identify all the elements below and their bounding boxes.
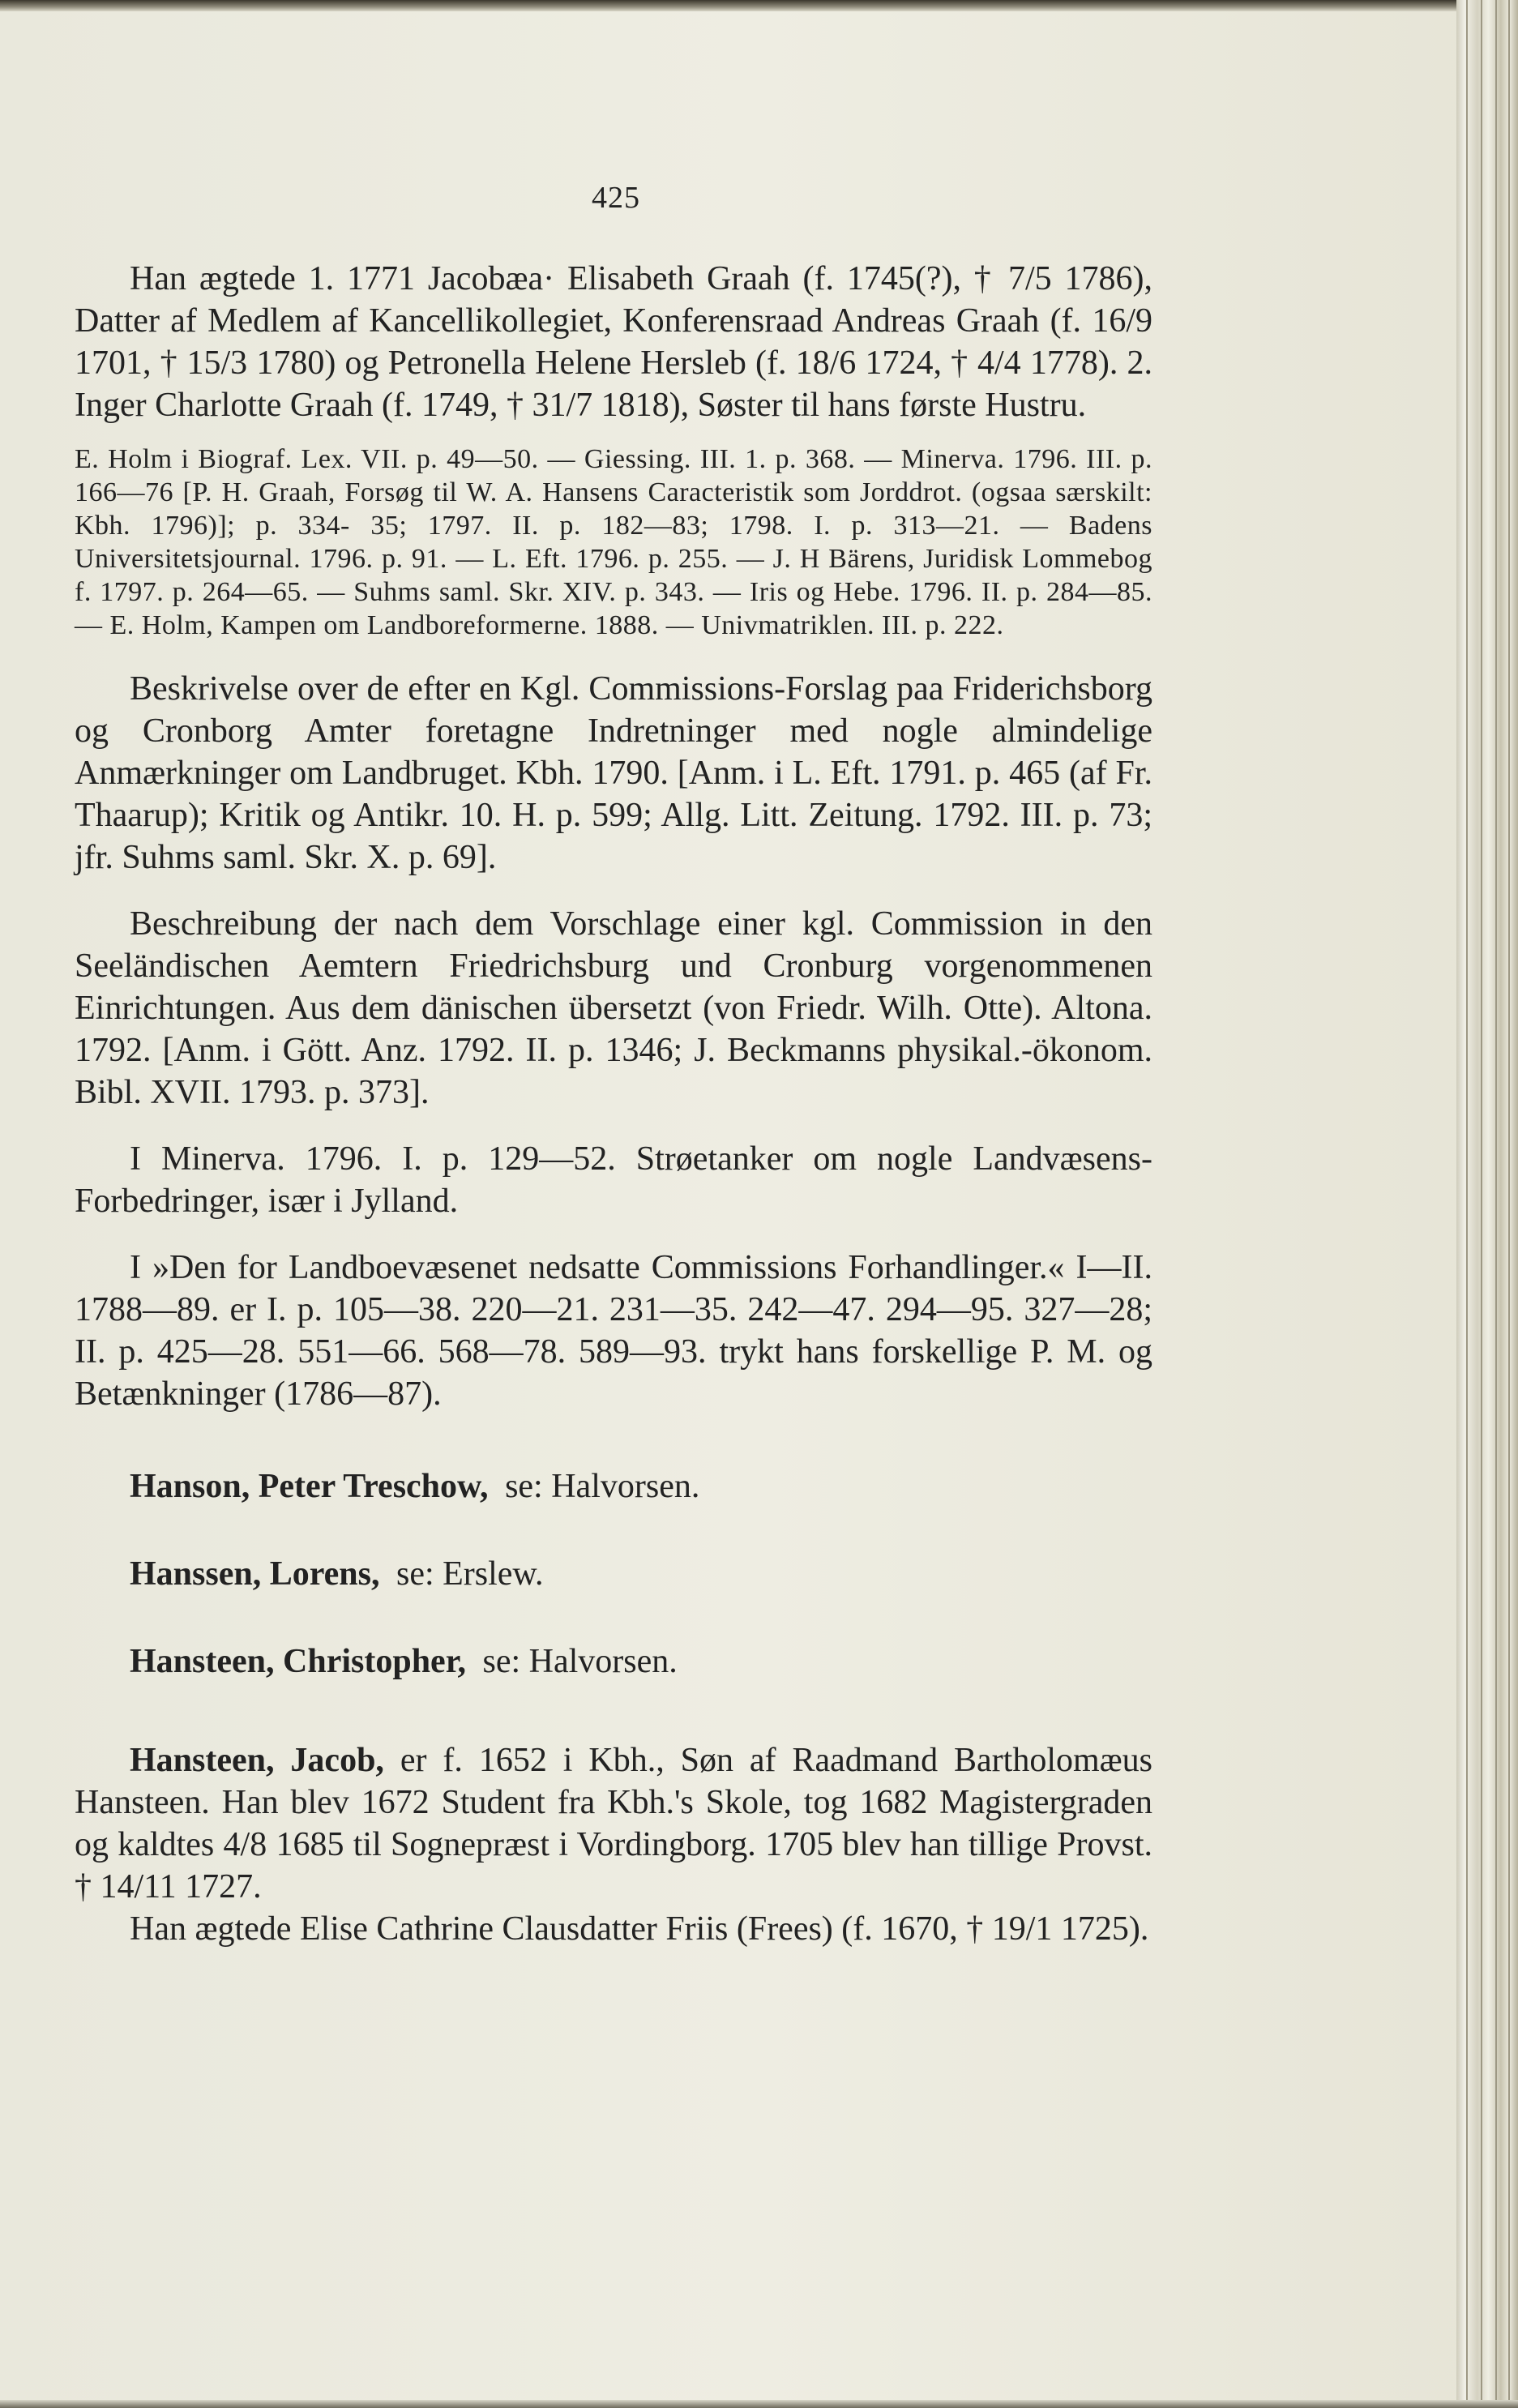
entry-headword: Hansteen, Jacob,: [130, 1742, 384, 1779]
page-text: [75, 258, 1152, 1950]
cross-ref-hansteen-christopher: [75, 1640, 1152, 1683]
hansteen-jacob-entry: [75, 1739, 1152, 1908]
cross-ref-hanson: [75, 1465, 1152, 1508]
cross-ref-see: se: Halvorsen.: [482, 1643, 678, 1680]
cross-ref-see: se: Erslew.: [396, 1555, 544, 1593]
page-top-edge: [0, 0, 1518, 11]
graah-marriage-paragraph: Han ægtede 1. 1771 Jacobæa· Elisabeth Graah (f. 1745(?), † 7/5 1786), Datter af Medlem af Kancellikollegiet, Konferensraad Andreas Graah (f. 16/9 1701, † 15/3 1780) og Petronella Helene Hersleb (f. 18/6 1724, † 4/4 1778). 2. Inger Charlotte Graah (f. 1749, † 31/7 1818), Søster til hans første Hustru.: [75, 260, 1152, 424]
graah-work-4: I »Den for Landboevæsenet nedsatte Commissions Forhandlinger.« I—II. 1788—89. er I. p. 105—38. 220—21. 231—35. 242—47. 294—95. 327—28; II. p. 425—28. 551—66. 568—78. 589—93. trykt hans forskellige P. M. og Betænkninger (1786—87).: [75, 1249, 1152, 1413]
cross-ref-hanssen: [75, 1553, 1152, 1595]
graah-work-1: Beskrivelse over de efter en Kgl. Commissions-Forslag paa Friderichsborg og Cronborg Amter foretagne Indretninger med nogle almindelige Anmærkninger om Landbruget. Kbh. 1790. [Anm. i L. Eft. 1791. p. 465 (af Fr. Thaarup); Kritik og Antikr. 10. H. p. 599; Allg. Litt. Zeitung. 1792. III. p. 73; jfr. Suhms saml. Skr. X. p. 69].: [75, 670, 1152, 876]
graah-work-3: I Minerva. 1796. I. p. 129—52. Strøetanker om nogle Landvæsens-Forbedringer, især i Jylland.: [75, 1140, 1152, 1220]
entry-biography: er f. 1652 i Kbh., Søn af Raadmand Bartholomæus Hansteen. Han blev 1672 Student fra Kbh.'s Skole, tog 1682 Magistergraden og kaldtes 4/8 1685 til Sognepræst i Vordingborg. 1705 blev han tillige Provst. † 14/11 1727.: [75, 1742, 1153, 1905]
hansteen-jacob-marriage: Han ægtede Elise Cathrine Clausdatter Friis (Frees) (f. 1670, † 19/1 1725).: [130, 1910, 1149, 1948]
cross-ref-see: se: Halvorsen.: [505, 1468, 700, 1505]
cross-ref-name: Hanssen, Lorens,: [130, 1555, 380, 1593]
graah-references: E. Holm i Biograf. Lex. VII. p. 49—50. — Giessing. III. 1. p. 368. — Minerva. 1796. III. p. 166—76 [P. H. Graah, Forsøg til W. A. Hansens Caracteristik som Jorddrot. (ogsaa særskilt: Kbh. 1796)]; p. 334- 35; 1797. II. p. 182—83; 1798. I. p. 313—21. — Badens Universitetsjournal. 1796. p. 91. — L. Eft. 1796. p. 255. — J. H Bärens, Juridisk Lommebog f. 1797. p. 264—65. — Suhms saml. Skr. XIV. p. 343. — Iris og Hebe. 1796. II. p. 284—85. — E. Holm, Kampen om Landboreformerne. 1888. — Univmatriklen. III. p. 222.: [75, 444, 1152, 640]
page-number: 425: [592, 181, 640, 215]
cross-ref-name: Hanson, Peter Treschow,: [130, 1468, 489, 1505]
page-bottom-edge: [0, 2400, 1518, 2408]
cross-ref-name: Hansteen, Christopher,: [130, 1643, 466, 1680]
page-spine-edge: [1456, 0, 1518, 2408]
graah-work-2: Beschreibung der nach dem Vorschlage einer kgl. Commission in den Seeländischen Aemtern Friedrichsburg und Cronburg vorgenommenen Einrichtungen. Aus dem dänischen übersetzt (von Friedr. Wilh. Otte). Altona. 1792. [Anm. i Gött. Anz. 1792. II. p. 1346; J. Beckmanns physikal.-ökonom. Bibl. XVII. 1793. p. 373].: [75, 905, 1152, 1111]
